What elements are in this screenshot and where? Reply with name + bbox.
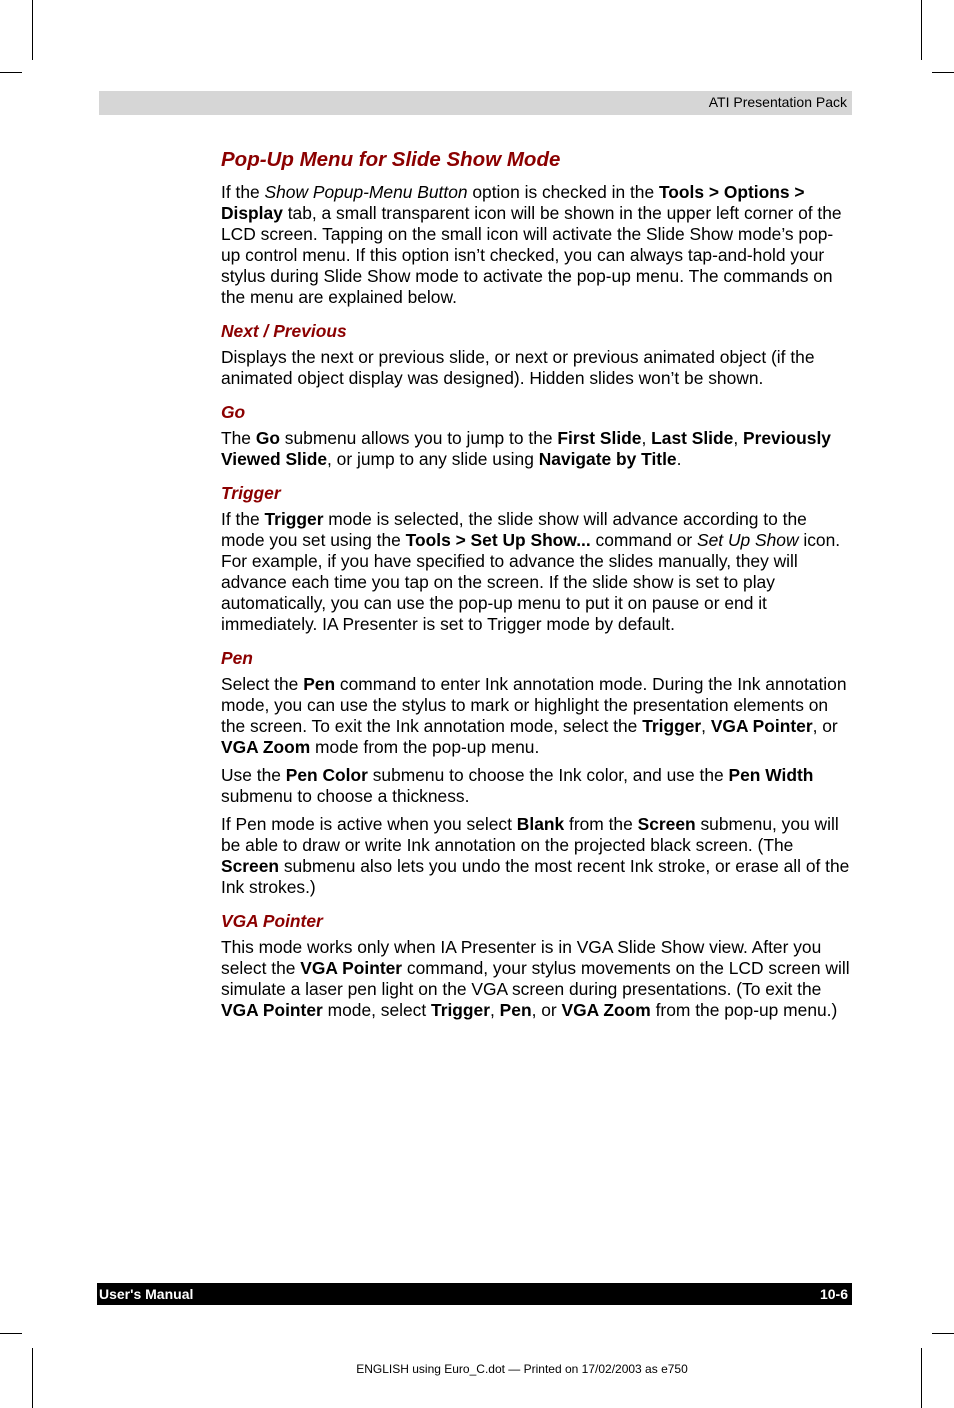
text-run: If the [221,182,265,202]
bold-term: Pen [499,1000,532,1020]
running-footer [97,1283,852,1305]
text-run: , or [531,1000,562,1020]
text-run: . [676,449,682,469]
text-run: Select the [221,674,304,694]
crop-mark-bottom-right-vertical [921,1348,922,1408]
bold-term: Navigate by Title [538,449,677,469]
bold-term: Tools > Set Up Show... [405,530,591,550]
bold-term: Pen Width [728,765,814,785]
text-run: If Pen mode is active when you select [221,814,517,834]
crop-mark-top-left-horizontal [0,72,22,73]
italic-term: Set Up Show [697,530,799,550]
print-info-line: ENGLISH using Euro_C.dot — Printed on 17/02/2003 as e750 [356,1362,688,1376]
section-heading: Next / Previous [221,321,347,341]
page-content [221,146,851,1028]
text-run: , [490,1000,500,1020]
text-run: submenu to choose a thickness. [221,786,470,806]
italic-term: Show Popup-Menu Button [264,182,468,202]
running-header [99,91,852,115]
bold-term: VGA Pointer [710,716,813,736]
text-run: tab, a small transparent icon will be shown in the upper left corner of the LCD screen. Tapping on the small icon will activate the Slide Show mode’s pop-up control menu. If this option isn’t checked, you can always tap-and-hold your stylus during Slide Show mode to activate the pop-up menu. The commands on the menu are explained below. [221,203,842,307]
text-run: command to enter Ink annotation mode. During the Ink annotation mode, you can use the stylus to mark or highlight the presentation elements on the screen. To exit the Ink annotation mode, select the [221,674,847,736]
text-run: submenu allows you to jump to the [279,428,558,448]
crop-mark-top-left-vertical [32,0,33,60]
header-title: ATI Presentation Pack [708,94,847,110]
text-run: from the [564,814,638,834]
text-run: mode is selected, the slide show will advance according to the mode you set using the [221,509,807,550]
text-run: , or jump to any slide using [327,449,539,469]
bold-term: Pen [303,674,336,694]
bold-term: Trigger [431,1000,490,1020]
section-paragraph [221,765,851,807]
bold-term: Go [255,428,280,448]
footer-manual-label: User's Manual [99,1286,194,1302]
crop-mark-top-right-horizontal [932,72,954,73]
bold-term: VGA Zoom [561,1000,651,1020]
text-run: Use the [221,765,286,785]
text-run: , [641,428,652,448]
text-run: option is checked in the [467,182,659,202]
intro-paragraph [221,182,851,308]
section-heading: Trigger [221,483,281,503]
text-run: mode from the pop-up menu. [310,737,540,757]
section-paragraph [221,674,851,758]
text-run: command, your stylus movements on the LCD screen will simulate a laser pen light on the VGA screen during presentations. (To exit the [221,958,850,999]
text-run: command or [590,530,698,550]
bold-term: VGA Zoom [221,737,311,757]
text-run: The [221,428,256,448]
section-heading: Go [221,402,246,422]
page-number: 10-6 [819,1286,848,1302]
bold-term: Previously Viewed Slide [221,428,831,469]
section-heading: VGA Pointer [221,911,323,931]
text-run: icon. For example, if you have specified to advance the slides manually, they will advance each time you tap on the screen. If the slide show is set to play automatically, you can use the pop-up menu to put it on pause or end it immediately. IA Presenter is set to Trigger mode by default. [221,530,841,634]
section-paragraph [221,428,851,470]
bold-term: Trigger [642,716,702,736]
bold-term: VGA Pointer [300,958,403,978]
section-paragraph [221,937,851,1021]
bold-term: VGA Pointer [221,1000,323,1020]
bold-term: Last Slide [651,428,734,448]
text-run: , [733,428,743,448]
bold-term: Trigger [264,509,324,529]
text-run: submenu, you will be able to draw or write Ink annotation on the projected black screen. (The [221,814,839,855]
text-run: submenu also lets you undo the most recent Ink stroke, or erase all of the Ink strokes.) [221,856,850,897]
text-run: If the [221,509,265,529]
bold-term: Tools > Options > Display [221,182,805,223]
page-title: Pop-Up Menu for Slide Show Mode [221,148,561,171]
bold-term: Pen Color [285,765,368,785]
sections-container [221,320,851,1021]
crop-mark-top-right-vertical [921,0,922,60]
section-heading: Pen [221,648,253,668]
text-run: , [701,716,711,736]
bold-term: Screen [637,814,696,834]
crop-mark-bottom-right-horizontal [932,1333,954,1334]
bold-term: Screen [221,856,280,876]
text-run: Displays the next or previous slide, or next or previous animated object (if the animated object display was designed). Hidden slides won’t be shown. [221,347,815,388]
text-run: This mode works only when IA Presenter is in VGA Slide Show view. After you select the [221,937,822,978]
crop-mark-bottom-left-horizontal [0,1333,22,1334]
bold-term: First Slide [557,428,642,448]
text-run: mode, select [322,1000,432,1020]
text-run: , or [812,716,838,736]
section-paragraph [221,814,851,898]
crop-mark-bottom-left-vertical [32,1348,33,1408]
bold-term: Blank [516,814,565,834]
text-run: from the pop-up menu.) [650,1000,838,1020]
text-run: submenu to choose the Ink color, and use the [367,765,729,785]
section-paragraph [221,509,851,635]
section-paragraph [221,347,851,389]
